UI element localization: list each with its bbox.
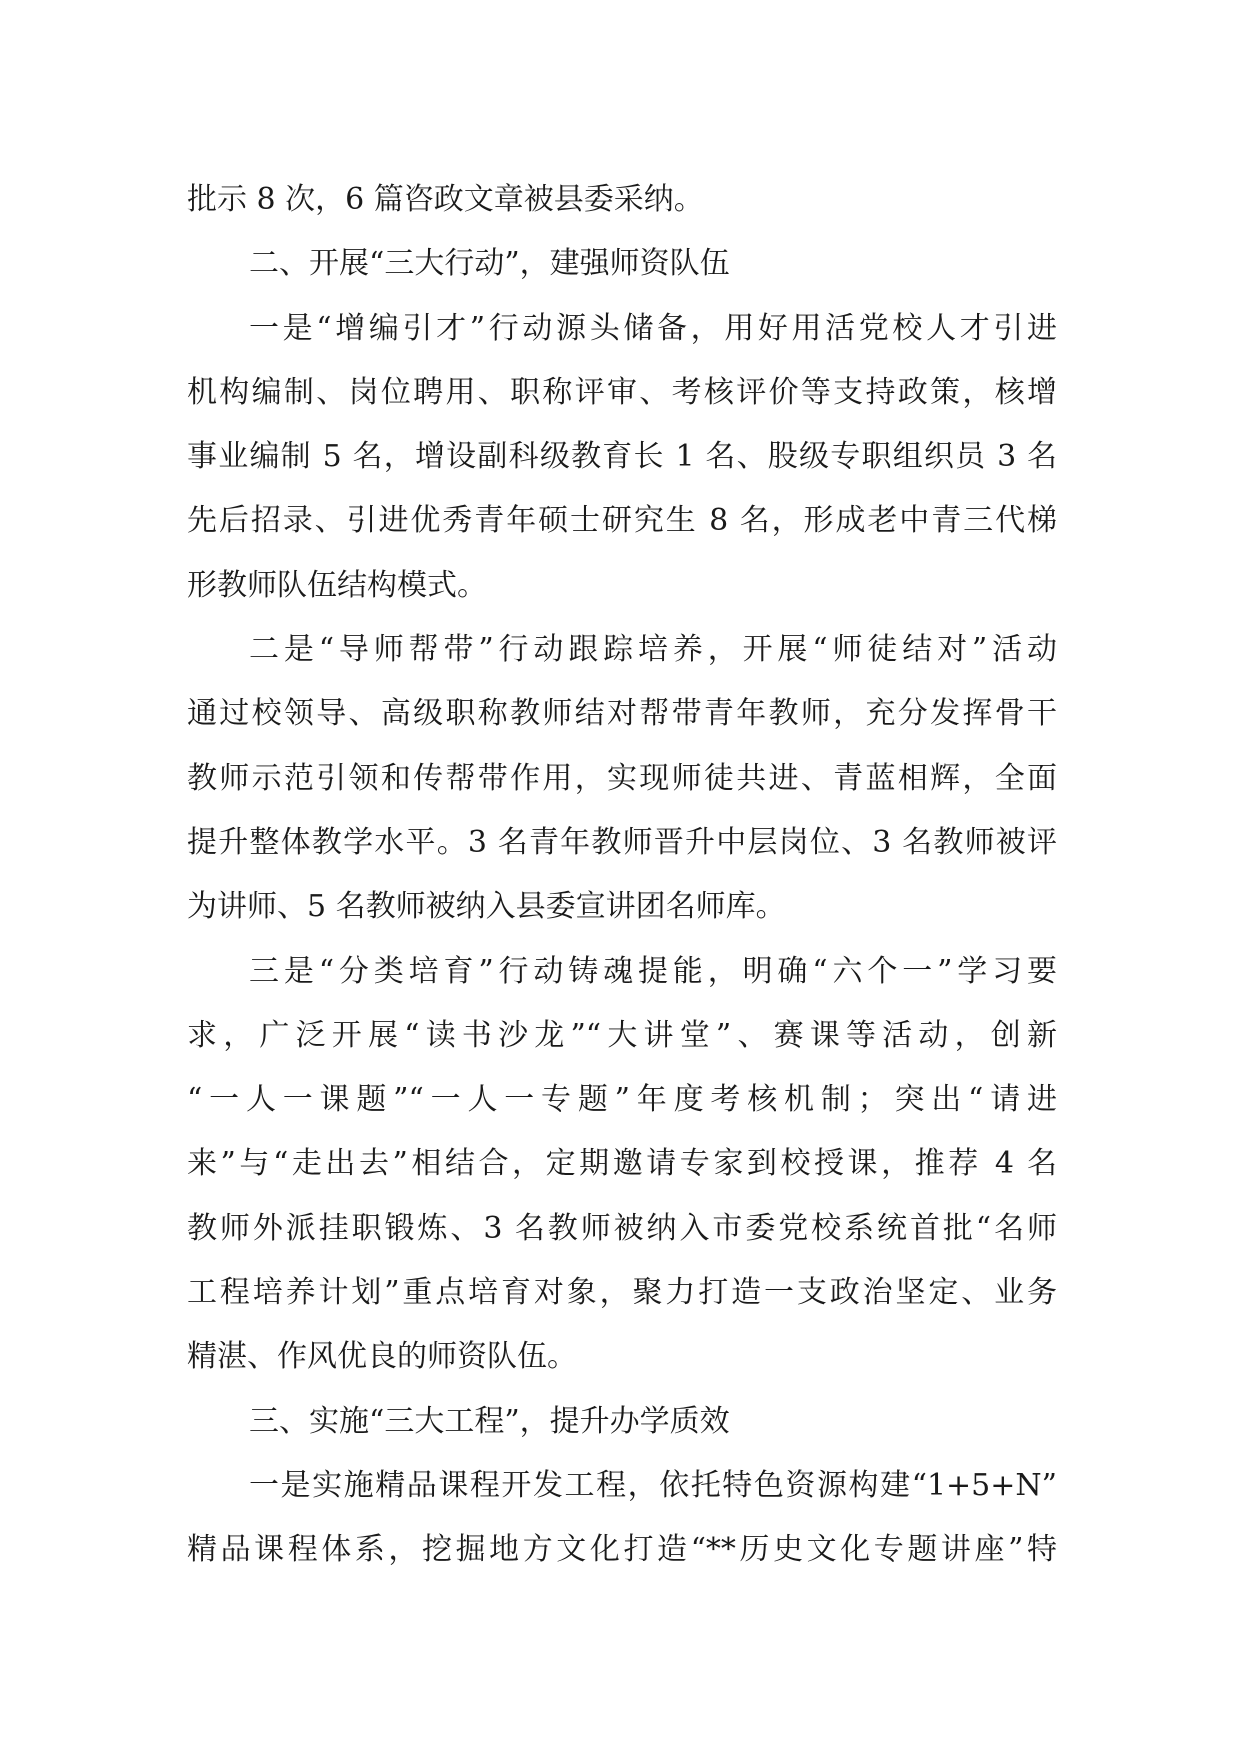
section-heading: 三、实施“三大工程”，提升办学质效	[249, 1403, 730, 1439]
text-line: “一人一课题”“一人一专题”年度考核机制；突出“请进	[187, 1082, 1057, 1118]
text-line: 工程培养计划”重点培育对象，聚力打造一支政治坚定、业务	[187, 1275, 1057, 1311]
paragraph-course-development	[187, 1454, 1057, 1583]
text-line: 先后招录、引进优秀青年硕士研究生 8 名，形成老中青三代梯	[187, 503, 1057, 539]
section-heading-3	[187, 1390, 1057, 1454]
paragraph-mentorship	[187, 618, 1057, 939]
paragraph-classified-training	[187, 940, 1057, 1390]
paragraph-continuation	[187, 168, 1057, 232]
section-heading: 二、开展“三大行动”，建强师资队伍	[249, 246, 730, 282]
section-heading-2	[187, 232, 1057, 296]
text-line: 形教师队伍结构模式。	[187, 567, 487, 603]
text-line: 批示 8 次，6 篇咨政文章被县委采纳。	[187, 182, 704, 217]
text-line: 求，广泛开展“读书沙龙”“大讲堂”、赛课等活动，创新	[187, 1017, 1057, 1053]
text-line: 精品课程体系，挖掘地方文化打造“**历史文化专题讲座”特	[187, 1532, 1057, 1568]
text-line: 教师示范引领和传帮带作用，实现师徒共进、青蓝相辉，全面	[187, 760, 1057, 796]
text-line: 二是“导师帮带”行动跟踪培养，开展“师徒结对”活动	[249, 632, 1057, 668]
text-line: 提升整体教学水平。3 名青年教师晋升中层岗位、3 名教师被评	[187, 824, 1057, 860]
text-line: 通过校领导、高级职称教师结对帮带青年教师，充分发挥骨干	[187, 696, 1057, 732]
text-line: 一是“增编引才”行动源头储备，用好用活党校人才引进	[249, 310, 1057, 346]
text-line: 教师外派挂职锻炼、3 名教师被纳入市委党校系统首批“名师	[187, 1210, 1057, 1246]
text-line: 来”与“走出去”相结合，定期邀请专家到校授课，推荐 4 名	[187, 1146, 1057, 1182]
text-line: 一是实施精品课程开发工程，依托特色资源构建“1+5+N”	[249, 1467, 1057, 1503]
text-line: 精湛、作风优良的师资队伍。	[187, 1339, 577, 1375]
text-line: 为讲师、5 名教师被纳入县委宣讲团名师库。	[187, 889, 786, 925]
text-line: 三是“分类培育”行动铸魂提能，明确“六个一”学习要	[249, 953, 1057, 989]
paragraph-recruit-talent	[187, 297, 1057, 618]
document-body	[187, 168, 1057, 1583]
text-line: 事业编制 5 名，增设副科级教育长 1 名、股级专职组织员 3 名	[187, 439, 1057, 475]
text-line: 机构编制、岗位聘用、职称评审、考核评价等支持政策，核增	[187, 374, 1057, 410]
